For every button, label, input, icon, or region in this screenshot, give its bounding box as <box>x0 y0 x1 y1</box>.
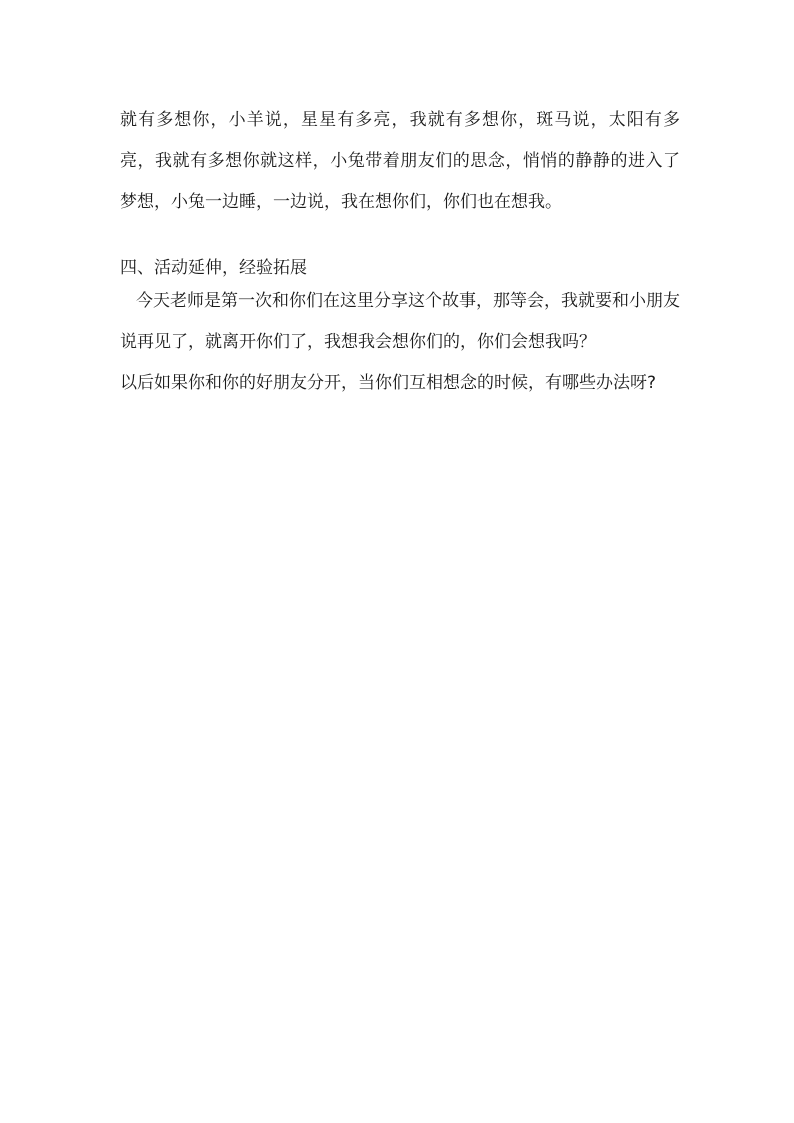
question-paragraph: 以后如果你和你的好朋友分开，当你们互相想念的时候，有哪些办法呀? <box>120 373 657 393</box>
story-paragraph: 就有多想你，小羊说，星星有多亮，我就有多想你，斑马说，太阳有多亮，我就有多想你就这样，小兔带着朋友们的思念，悄悄的静静的进入了梦想，小兔一边睡，一边说，我在想你们，你们也在想我。 <box>120 110 680 212</box>
section-heading: 四、活动延伸，经验拓展 <box>120 258 307 278</box>
closing-paragraph: 今天老师是第一次和你们在这里分享这个故事，那等会，我就要和小朋友说再见了，就离开你们了，我想我会想你们的，你们会想我吗？ <box>120 291 680 352</box>
document-body <box>120 100 680 404</box>
